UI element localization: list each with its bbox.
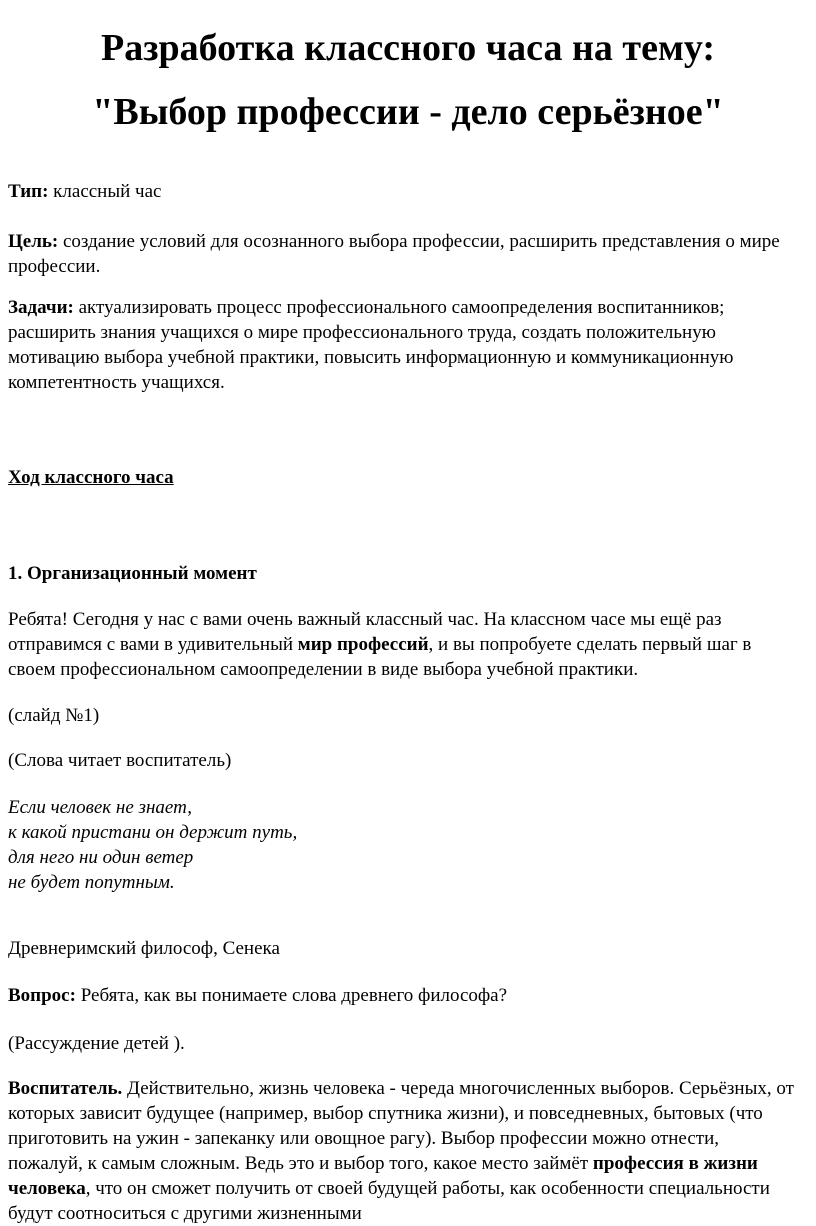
tasks-label: Задачи: xyxy=(8,297,74,318)
intro-text-2: , и вы попробуете сделать первый шаг в своем профессиональном самоопределении в виде выбора учебной практики. xyxy=(8,634,752,680)
question-paragraph xyxy=(8,983,798,1008)
teacher-paragraph xyxy=(8,1076,798,1226)
goal-label: Цель: xyxy=(8,231,59,252)
type-label: Тип: xyxy=(8,181,49,202)
poem-line-2: к какой пристани он держит путь, xyxy=(8,822,298,843)
question-label: Вопрос: xyxy=(8,985,76,1006)
tasks-paragraph xyxy=(8,295,798,395)
section1-heading-text: 1. Организационный момент xyxy=(8,563,257,584)
course-heading: Ход классного часа xyxy=(8,467,174,488)
poem-line-4: не будет попутным. xyxy=(8,872,175,893)
document-page xyxy=(8,0,808,1224)
slide-note: (слайд №1) xyxy=(8,705,100,726)
intro-text-1: Ребята! Сегодня у нас с вами очень важный классный час. На классном часе мы ещё раз отправимся с вами в удивительный xyxy=(8,609,722,655)
intro-paragraph xyxy=(8,607,798,682)
teacher-bold: профессия в жизни человека xyxy=(8,1153,758,1199)
reader-note: (Слова читает воспитатель) xyxy=(8,750,232,771)
goal-paragraph xyxy=(8,229,798,279)
type-value: классный час xyxy=(48,181,162,202)
type-paragraph xyxy=(8,179,798,204)
poem-author: Древнеримский философ, Сенека xyxy=(8,938,280,959)
goal-value: создание условий для осознанного выбора профессии, расширить представления о мире профессии. xyxy=(8,231,780,277)
document-title xyxy=(8,0,808,144)
intro-bold: мир профессий xyxy=(297,634,429,655)
teacher-label: Воспитатель. xyxy=(8,1078,123,1099)
tasks-value: актуализировать процесс профессионального самоопределения воспитанников; расширить знания учащихся о мире профессионального труда, создать положительную мотивацию выбора учебной практики, повысить информационную и коммуникационную компетентность учащихся. xyxy=(8,297,734,393)
discussion-note: (Рассуждение детей ). xyxy=(8,1033,185,1054)
title-line-1: Разработка классного часа на тему: xyxy=(101,27,715,69)
poem-line-1: Если человек не знает, xyxy=(8,797,193,818)
section1-heading xyxy=(8,561,798,586)
title-line-2: "Выбор профессии - дело серьёзное" xyxy=(92,91,724,133)
teacher-text-2: , что он сможет получить от своей будущей работы, как особенности специальности будут соотноситься с другими жизненными xyxy=(8,1178,770,1224)
poem-line-3: для него ни один ветер xyxy=(8,847,194,868)
poem xyxy=(8,795,798,895)
question-text: Ребята, как вы понимаете слова древнего философа? xyxy=(75,985,508,1006)
teacher-text-1: Действительно, жизнь человека - череда многочисленных выборов. Серьёзных, от которых зависит будущее (например, выбор спутника жизни), и повседневных, бытовых (что приготовить на ужин - запеканку или овощное рагу). Выбор профессии можно отнести, пожалуй, к самым сложным. Ведь это и выбор того, какое место займёт xyxy=(8,1078,794,1174)
